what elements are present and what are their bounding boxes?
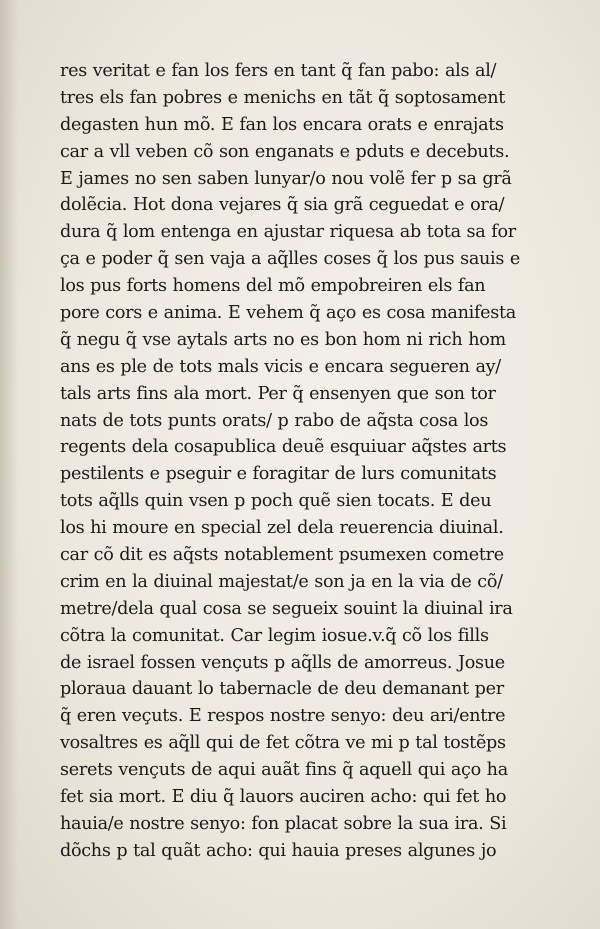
text-line: dolẽcia. Hot dona vejares q̃ sia grã ceguedat e ora/ — [60, 195, 505, 216]
text-line: degasten hun mõ. E fan los encara orats e enrajats — [60, 114, 504, 135]
text-line: tals arts fins ala mort. Per q̃ ensenyen que son tor — [60, 383, 496, 404]
text-line: E james no sen saben lunyar/o nou volẽ fer p sa grã — [60, 168, 512, 189]
text-line: pore cors e anima. E vehem q̃ aço es cosa manifesta — [60, 303, 516, 324]
text-line: ça e poder q̃ sen vaja a aq̃lles coses q̃ los pus sauis e — [60, 249, 521, 270]
text-line: ploraua dauant lo tabernacle de deu demanant per — [60, 679, 504, 700]
page-gutter-shadow — [0, 0, 18, 929]
text-line: metre/dela qual cosa se segueix souint la diuinal ira — [60, 598, 513, 619]
text-line: cõtra la comunitat. Car legim iosue.v.q̃ cõ los fills — [60, 625, 489, 646]
text-line: car cõ dit es aq̃sts notablement psumexen cometre — [60, 545, 504, 566]
text-line: res veritat e fan los fers en tant q̃ fan pabo: als al/ — [60, 61, 497, 81]
text-line: los pus forts homens del mõ empobreiren els fan — [60, 276, 486, 297]
text-line: de israel fossen vençuts p aq̃lls de amorreus. Josue — [60, 652, 505, 673]
text-line: dõchs p tal quãt acho: qui hauia preses algunes jo — [60, 840, 497, 861]
text-line: vosaltres es aq̃ll qui de fet cõtra ve mi p tal tostẽps — [60, 733, 506, 754]
text-line: tots aq̃lls quin vsen p poch quẽ sien tocats. E deu — [60, 491, 492, 512]
text-line: ans es ple de tots mals vicis e encara segueren ay/ — [60, 356, 501, 377]
text-line: serets vençuts de aqui auãt fins q̃ aquell qui aço ha — [60, 760, 508, 781]
text-line: nats de tots punts orats/ p rabo de aq̃sta cosa los — [60, 410, 489, 431]
page-text-block — [60, 58, 575, 865]
text-line: q̃ eren veçuts. E respos nostre senyo: deu ari/entre — [60, 706, 506, 727]
text-line: crim en la diuinal majestat/e son ja en la via de cõ/ — [60, 571, 503, 592]
text-line: q̃ negu q̃ vse aytals arts no es bon hom ni rich hom — [60, 329, 506, 350]
text-line: tres els fan pobres e menichs en tãt q̃ soptosament — [60, 87, 505, 108]
text-line: regents dela cosapublica deuẽ esquiuar aq̃stes arts — [60, 437, 507, 458]
text-line: los hi moure en special zel dela reuerencia diuinal. — [60, 518, 504, 539]
text-line: pestilents e pseguir e foragitar de lurs comunitats — [60, 464, 497, 485]
text-line: fet sia mort. E diu q̃ lauors auciren acho: qui fet ho — [60, 787, 507, 808]
text-line: dura q̃ lom entenga en ajustar riquesa ab tota sa for — [60, 222, 516, 243]
text-line: car a vll veben cõ son enganats e pduts e decebuts. — [60, 141, 510, 162]
text-line: hauia/e nostre senyo: fon placat sobre la sua ira. Si — [60, 813, 507, 834]
